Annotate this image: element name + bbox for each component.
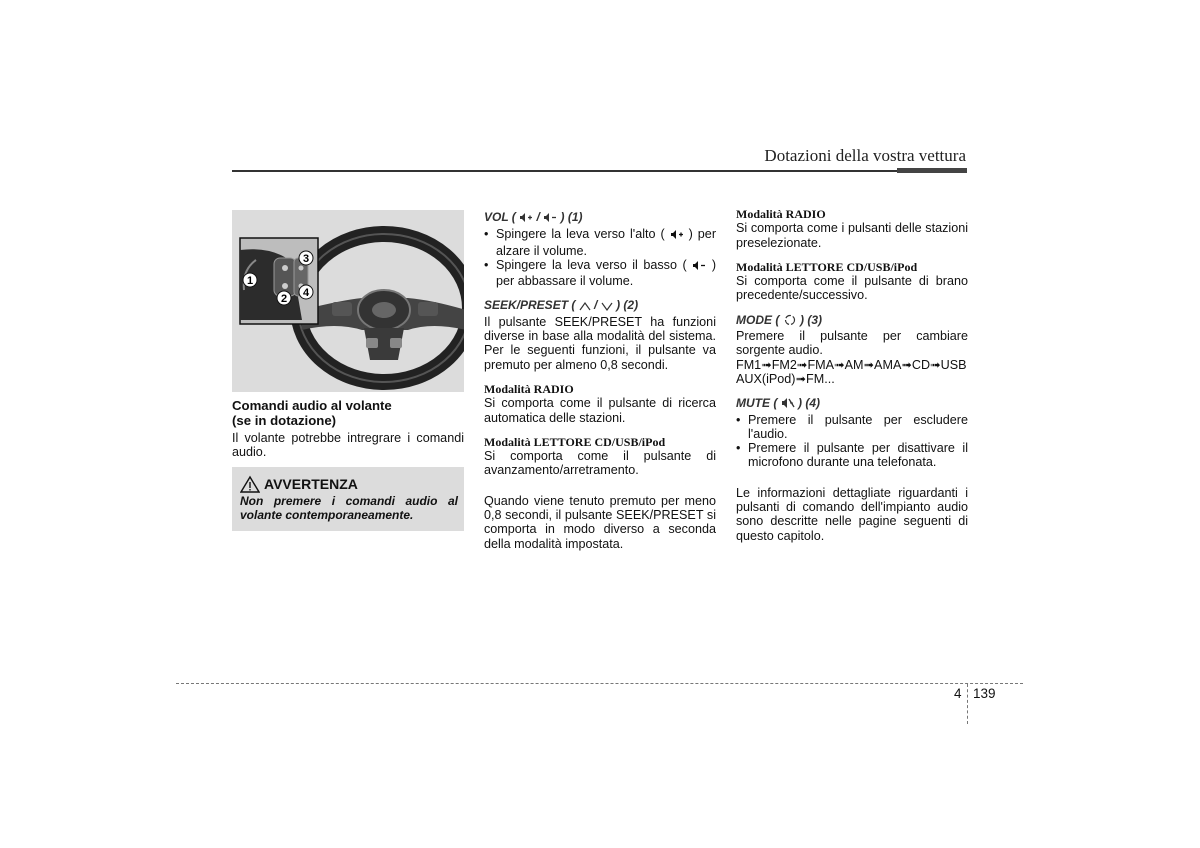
- intro-paragraph: Il volante potrebbe intregrare i comandi audio.: [232, 431, 464, 460]
- right-radio-body: Si comporta come i pulsanti delle stazioni preselezionate.: [736, 221, 968, 250]
- steering-wheel-illustration: [232, 210, 464, 392]
- callout-3: [298, 250, 314, 271]
- page-header-title: Dotazioni della vostra vettura: [764, 146, 966, 165]
- footer-divider: [967, 684, 968, 724]
- seek-heading-pre: SEEK/PRESET (: [484, 298, 576, 313]
- right-radio-heading: Modalità RADIO: [736, 207, 826, 221]
- callout-2-label: 2: [280, 293, 288, 305]
- callout-4-label: 4: [302, 287, 310, 299]
- header-accent-bar: [897, 168, 967, 173]
- mute-bullet-1: • Premere il pulsante per escludere l'audio.: [736, 413, 968, 442]
- callout-2: [276, 290, 292, 311]
- mode-sequence-2: AUX(iPod)➟FM...: [736, 371, 835, 386]
- volume-up-icon: [519, 212, 533, 226]
- mode-body: Premere il pulsante per cambiare sorgente audio.: [736, 329, 968, 358]
- mid-radio-heading: Modalità RADIO: [484, 381, 574, 396]
- mute-bullet-2: • Premere il pulsante per disattivare il microfono durante una telefonata.: [736, 441, 968, 470]
- vol-list: [484, 227, 716, 288]
- volume-down-icon: [692, 260, 706, 274]
- vol-heading-pre: VOL (: [484, 210, 516, 224]
- chevron-down-icon: [601, 300, 613, 314]
- section-title: [232, 398, 464, 428]
- seek-heading-sep: /: [594, 298, 598, 313]
- vol-bullet-up: • Spingere la leva verso l'alto ( ) per alzare il volume.: [484, 227, 716, 258]
- steering-wheel-figure: [232, 210, 464, 392]
- seek-heading-post: ) (2): [616, 298, 639, 313]
- mode-heading: [736, 313, 968, 329]
- mid-cd-heading: Modalità LETTORE CD/USB/iPod: [484, 434, 666, 449]
- mode-cycle-icon: [783, 314, 797, 329]
- warning-title: AVVERTENZA: [264, 476, 358, 492]
- callout-1-label: 1: [246, 275, 254, 287]
- callout-3-label: 3: [302, 253, 310, 265]
- chevron-up-icon: [579, 300, 591, 314]
- mid-radio-body: Si comporta come il pulsante di ricerca automatica delle stazioni.: [484, 396, 716, 425]
- middle-column: [484, 210, 716, 551]
- mode-sequence-1: FM1➟FM2➟FMA➟AM➟AMA➟CD➟USB: [736, 357, 967, 372]
- volume-up-icon: [670, 229, 684, 243]
- section-title-line1: Comandi audio al volante: [232, 398, 392, 413]
- callout-4: [298, 284, 314, 305]
- seek-body: Il pulsante SEEK/PRESET ha funzioni diverse in base alla modalità del sistema. Per le seguenti funzioni, il pulsante va premuto per almeno 0,8 secondi.: [484, 314, 716, 372]
- left-column: [232, 398, 464, 460]
- warning-text: Non premere i comandi audio al volante contemporaneamente.: [240, 494, 458, 522]
- mute-heading-pre: MUTE (: [736, 396, 778, 411]
- mode-heading-post: ) (3): [800, 312, 823, 327]
- section-title-line2: (se in dotazione): [232, 413, 337, 428]
- mute-heading: [736, 396, 968, 412]
- right-cd-heading: Modalità LETTORE CD/USB/iPod: [736, 259, 918, 274]
- mode-heading-pre: MODE (: [736, 312, 780, 327]
- vol-heading-post: ) (1): [560, 210, 583, 224]
- right-cd-body: Si comporta come il pulsante di brano precedente/successivo.: [736, 274, 968, 303]
- vol-bullet-down: • Spingere la leva verso il basso ( ) per abbassare il volume.: [484, 258, 716, 289]
- hold-paragraph: Quando viene tenuto premuto per meno 0,8 secondi, il pulsante SEEK/PRESET si comporta in modo diverso a seconda della modalità impostata.: [484, 493, 716, 551]
- warning-box: [232, 467, 464, 531]
- right-column: [736, 207, 968, 543]
- mid-cd-body: Si comporta come il pulsante di avanzamento/arretramento.: [484, 449, 716, 478]
- header-rule: [232, 170, 967, 172]
- mute-heading-post: ) (4): [798, 396, 821, 411]
- footer-rule: [176, 683, 1023, 684]
- info-paragraph: Le informazioni dettagliate riguardanti i pulsanti di comando dell'impianto audio sono descritte nelle pagine seguenti di questo capitolo.: [736, 485, 968, 543]
- mute-list: [736, 413, 968, 470]
- callout-1: [242, 272, 258, 293]
- seek-heading: [484, 298, 716, 314]
- page-number: 139: [973, 686, 996, 701]
- vol-heading-sep: /: [536, 210, 540, 224]
- vol-heading: [484, 210, 716, 226]
- volume-down-icon: [543, 212, 557, 226]
- chapter-number: 4: [954, 686, 962, 701]
- mute-icon: [781, 397, 795, 412]
